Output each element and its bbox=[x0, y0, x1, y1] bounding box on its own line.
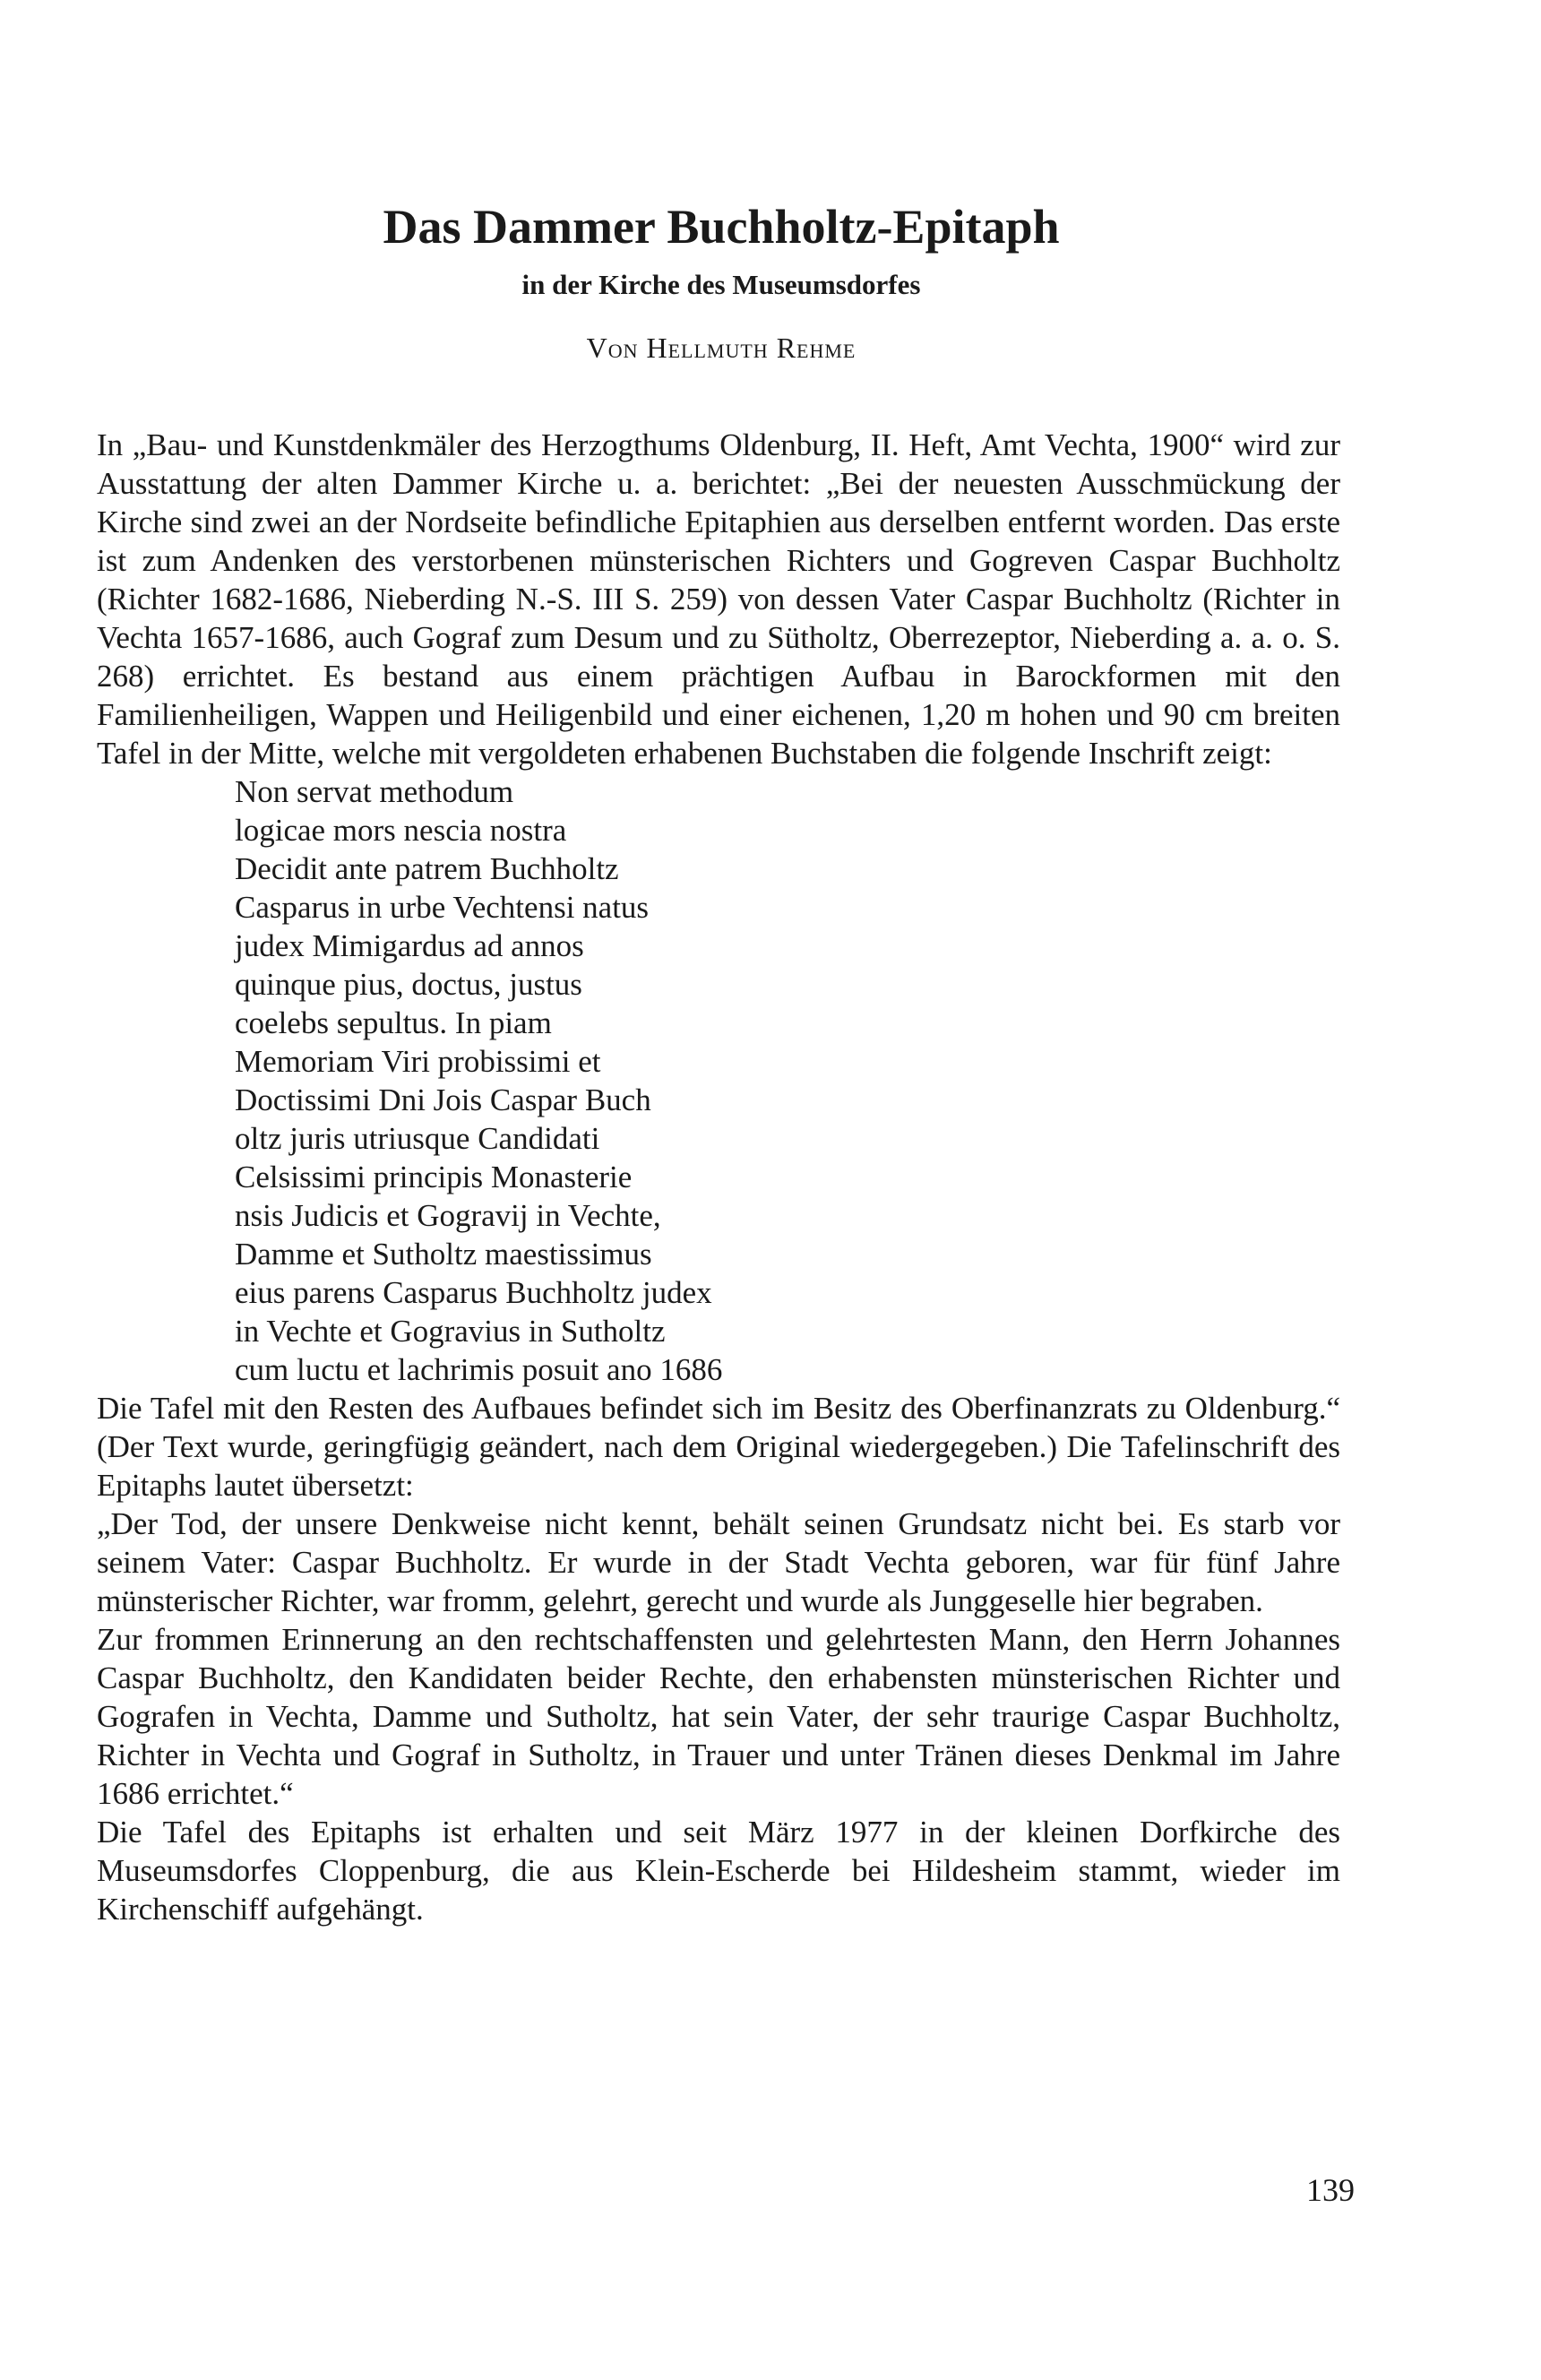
inscription-line: Decidit ante patrem Buchholtz bbox=[235, 851, 619, 886]
inscription-line: in Vechte et Gogravius in Sutholtz bbox=[235, 1314, 666, 1349]
inscription-line: eius parens Casparus Buchholtz judex bbox=[235, 1275, 712, 1310]
inscription-line: Damme et Sutholtz maestissimus bbox=[235, 1237, 652, 1272]
inscription-line: coelebs sepultus. In piam bbox=[235, 1005, 552, 1040]
inscription-line: judex Mimigardus ad annos bbox=[235, 928, 584, 963]
page-number: 139 bbox=[1306, 2172, 1355, 2208]
article-body bbox=[97, 426, 1340, 1928]
inscription-line: nsis Judicis et Gogravij in Vechte, bbox=[235, 1198, 661, 1233]
inscription-line: Non servat methodum bbox=[235, 774, 514, 809]
article-title: Das Dammer Buchholtz-Epitaph bbox=[383, 200, 1060, 254]
inscription-line: quinque pius, doctus, justus bbox=[235, 967, 582, 1002]
article-author: Von Hellmuth Rehme bbox=[586, 332, 857, 364]
inscription-line: cum luctu et lachrimis posuit ano 1686 bbox=[235, 1352, 723, 1387]
article-subtitle: in der Kirche des Museumsdorfes bbox=[521, 269, 921, 300]
closing-paragraph: Die Tafel des Epitaphs ist erhalten und seit März 1977 in der kleinen Dorfkirche des Museumsdorfes Cloppenburg, die aus Klein-Escherde bei Hildesheim stammt, wieder im Kirchenschiff aufgehängt. bbox=[97, 1815, 1340, 1927]
inscription-line: logicae mors nescia nostra bbox=[235, 813, 567, 848]
translation-paragraph-2: Zur frommen Erinnerung an den rechtschaffensten und gelehrtesten Mann, den Herrn Johannes Caspar Buchholtz, den Kandidaten beider Rechte, den erhabensten münsterischen Richter und Gografen in Vechta, Damme und Sutholtz, hat sein Vater, der sehr traurige Caspar Buchholtz, Richter in Vechta und Gograf in Sutholtz, in Trauer und unter Tränen dieses Denkmal im Jahre 1686 errichtet.“ bbox=[97, 1622, 1340, 1811]
inscription-line: Doctissimi Dni Jois Caspar Buch bbox=[235, 1082, 651, 1117]
inscription-line: oltz juris utriusque Candidati bbox=[235, 1121, 600, 1156]
intro-paragraph: In „Bau- und Kunstdenkmäler des Herzogthums Oldenburg, II. Heft, Amt Vechta, 1900“ wird zur Ausstattung der alten Dammer Kirche u. a. berichtet: „Bei der neuesten Ausschmückung der Kirche sind zwei an der Nordseite befindliche Epitaphien aus derselben entfernt worden. Das erste ist zum Andenken des verstorbenen münsterischen Richters und Gogreven Caspar Buchholtz (Richter 1682-1686, Nieberding N.-S. III S. 259) von dessen Vater Caspar Buchholtz (Richter in Vechta 1657-1686, auch Gograf zum Desum und zu Sütholtz, Oberrezeptor, Nieberding a. a. o. S. 268) errichtet. Es bestand aus einem prächtigen Aufbau in Barockformen mit den Familienheiligen, Wappen und Heiligenbild und einer eichenen, 1,20 m hohen und 90 cm breiten Tafel in der Mitte, welche mit vergoldeten erhabenen Buchstaben die folgende Inschrift zeigt: bbox=[97, 427, 1340, 771]
inscription-line: Celsissimi principis Monasterie bbox=[235, 1160, 633, 1194]
latin-inscription bbox=[97, 772, 1340, 1389]
inscription-line: Casparus in urbe Vechtensi natus bbox=[235, 890, 650, 925]
translation-paragraph-1: „Der Tod, der unsere Denkweise nicht kennt, behält seinen Grundsatz nicht bei. Es starb vor seinem Vater: Caspar Buchholtz. Er wurde in der Stadt Vechta geboren, war für fünf Jahre münsterischer Richter, war fromm, gelehrt, gerecht und wurde als Junggeselle hier begraben. bbox=[97, 1506, 1340, 1618]
after-inscription-paragraph: Die Tafel mit den Resten des Aufbaues befindet sich im Besitz des Oberfinanzrats zu Oldenburg.“ (Der Text wurde, geringfügig geändert, nach dem Original wiedergegeben.) Die Tafelinschrift des Epitaphs lautet übersetzt: bbox=[97, 1391, 1340, 1503]
inscription-line: Memoriam Viri probissimi et bbox=[235, 1044, 601, 1079]
